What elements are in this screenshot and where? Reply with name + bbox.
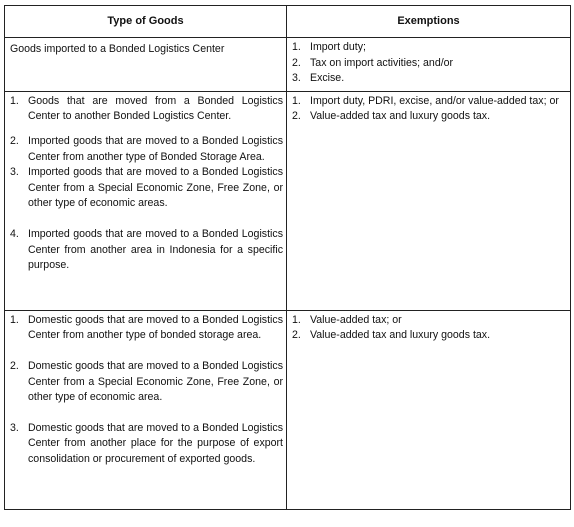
goods-list	[8, 313, 283, 468]
item-text: Imported goods that are moved to a Bonded Logistics Center from another type of Bonded Storage Area.	[28, 134, 283, 163]
list-item	[290, 328, 567, 344]
item-number: 2.	[10, 134, 19, 147]
item-text: Imported goods that are moved to a Bonded Logistics Center from a Special Economic Zone, Free Zone, or other type of economic areas.	[28, 166, 283, 210]
list-item	[8, 94, 283, 125]
item-number: 1.	[292, 41, 301, 53]
goods-cell	[5, 38, 287, 92]
list-item	[8, 227, 283, 274]
list-item	[290, 109, 567, 125]
list-item	[290, 313, 567, 329]
item-number: 2.	[292, 56, 301, 69]
item-text: Domestic goods that are moved to a Bonded Logistics Center from another place for the purpose of export consolidation or procurement of exported goods.	[28, 421, 283, 465]
list-item	[8, 421, 283, 468]
table-row	[5, 91, 571, 310]
table-row	[5, 310, 571, 509]
goods-exemptions-table	[4, 5, 571, 510]
item-text: Domestic goods that are moved to a Bonded Logistics Center from a Special Economic Zone, Free Zone, or other type of economic area.	[28, 359, 283, 404]
exemptions-cell	[287, 91, 571, 310]
goods-list	[8, 94, 283, 274]
list-item	[8, 134, 283, 165]
list-item	[290, 40, 567, 56]
item-text: Value-added tax; or	[310, 313, 402, 326]
header-row	[5, 6, 571, 38]
exemptions-cell	[287, 310, 571, 509]
list-item	[8, 165, 283, 212]
item-number: 2.	[10, 359, 19, 372]
item-number: 1.	[10, 94, 19, 107]
item-text: Goods that are moved from a Bonded Logistics Center to another Bonded Logistics Center.	[28, 94, 283, 123]
item-number: 4.	[10, 227, 19, 240]
item-text: Import duty;	[310, 41, 366, 53]
goods-text: Goods imported to a Bonded Logistics Center	[10, 43, 225, 55]
list-item	[290, 94, 567, 110]
header-type-of-goods: Type of Goods	[5, 6, 287, 38]
item-number: 3.	[10, 166, 19, 179]
item-number: 2.	[292, 329, 301, 342]
item-text: Excise.	[310, 72, 345, 85]
table-row	[5, 38, 571, 92]
item-text: Import duty, PDRI, excise, and/or value-added tax; or	[310, 94, 559, 107]
list-item	[290, 71, 567, 87]
goods-cell	[5, 91, 287, 310]
item-number: 2.	[292, 110, 301, 123]
item-text: Value-added tax and luxury goods tax.	[310, 329, 491, 342]
item-number: 1.	[10, 313, 19, 326]
list-item	[8, 313, 283, 344]
exemptions-list	[290, 40, 567, 87]
item-text: Tax on import activities; and/or	[310, 56, 454, 69]
item-text: Imported goods that are moved to a Bonded Logistics Center from another area in Indonesia for a specific purpose.	[28, 227, 283, 272]
item-number: 3.	[10, 421, 19, 434]
item-text: Value-added tax and luxury goods tax.	[310, 110, 491, 123]
list-item	[290, 56, 567, 72]
exemptions-list	[290, 313, 567, 344]
goods-cell	[5, 310, 287, 509]
list-item	[8, 359, 283, 406]
item-number: 1.	[292, 313, 301, 326]
item-number: 1.	[292, 94, 301, 107]
item-text: Domestic goods that are moved to a Bonded Logistics Center from another type of bonded storage area.	[28, 313, 283, 342]
exemptions-cell	[287, 38, 571, 92]
exemptions-list	[290, 94, 567, 125]
header-exemptions: Exemptions	[287, 6, 571, 38]
item-number: 3.	[292, 72, 301, 85]
